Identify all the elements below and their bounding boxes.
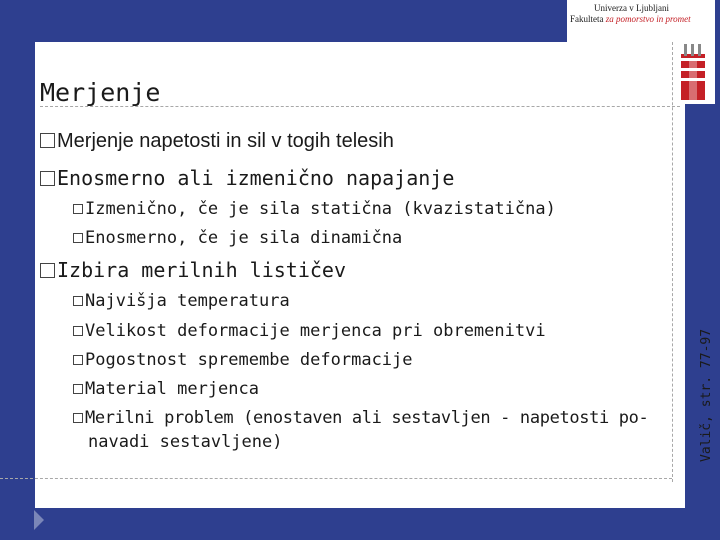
bullet-box-icon (73, 296, 83, 306)
bullet-item (40, 130, 394, 153)
logo-faculty (570, 14, 691, 24)
bullet-text: navadi sestavljene) (88, 432, 283, 452)
sub-bullet-item (73, 321, 546, 341)
sub-bullet-item (73, 228, 402, 248)
sub-bullet-item (73, 199, 556, 219)
sub-bullet-item (73, 291, 290, 311)
bullet-box-icon (73, 326, 83, 336)
sub-bullet-item (73, 350, 413, 370)
bullet-box-icon (73, 204, 83, 214)
sub-bullet-item (73, 379, 259, 399)
bullet-item (40, 258, 346, 282)
slide-title: Merjenje (40, 78, 161, 107)
bullet-text: Izmenično, če je sila statična (kvazistatična) (85, 199, 556, 219)
title-divider (40, 106, 680, 107)
bullet-text: Izbira merilnih lističev (57, 258, 346, 282)
bullet-text: Velikost deformacije merjenca pri obremenitvi (85, 321, 546, 341)
bullet-text: Merjenje napetosti in sil v togih telesih (57, 130, 394, 152)
next-slide-icon[interactable] (33, 508, 45, 532)
source-reference: Valič, str. 77-97 (699, 328, 714, 462)
bullet-text: Enosmerno ali izmenično napajanje (57, 166, 455, 190)
bullet-text: Enosmerno, če je sila dinamična (85, 228, 403, 248)
bullet-box-icon (40, 133, 55, 148)
bullet-box-icon (40, 171, 55, 186)
faculty-logo (567, 0, 715, 104)
crest-icon (677, 44, 709, 100)
bullet-box-icon (40, 263, 55, 278)
sub-bullet-item (73, 408, 648, 428)
bullet-text: Merilni problem (enostaven ali sestavljen - napetosti po- (85, 408, 649, 428)
sub-bullet-item-continuation (88, 432, 282, 452)
bullet-box-icon (73, 413, 83, 423)
footer-divider (0, 478, 672, 479)
logo-faculty-italic: za pomorstvo in promet (605, 14, 691, 24)
bullet-box-icon (73, 384, 83, 394)
bullet-text: Material merjenca (85, 379, 259, 399)
bullet-text: Najvišja temperatura (85, 291, 290, 311)
bullet-text: Pogostnost spremembe deformacije (85, 350, 413, 370)
bullet-box-icon (73, 355, 83, 365)
bullet-item (40, 166, 454, 190)
logo-faculty-prefix: Fakulteta (570, 14, 606, 24)
side-divider (672, 42, 673, 482)
logo-university: Univerza v Ljubljani (594, 3, 669, 13)
bullet-box-icon (73, 233, 83, 243)
